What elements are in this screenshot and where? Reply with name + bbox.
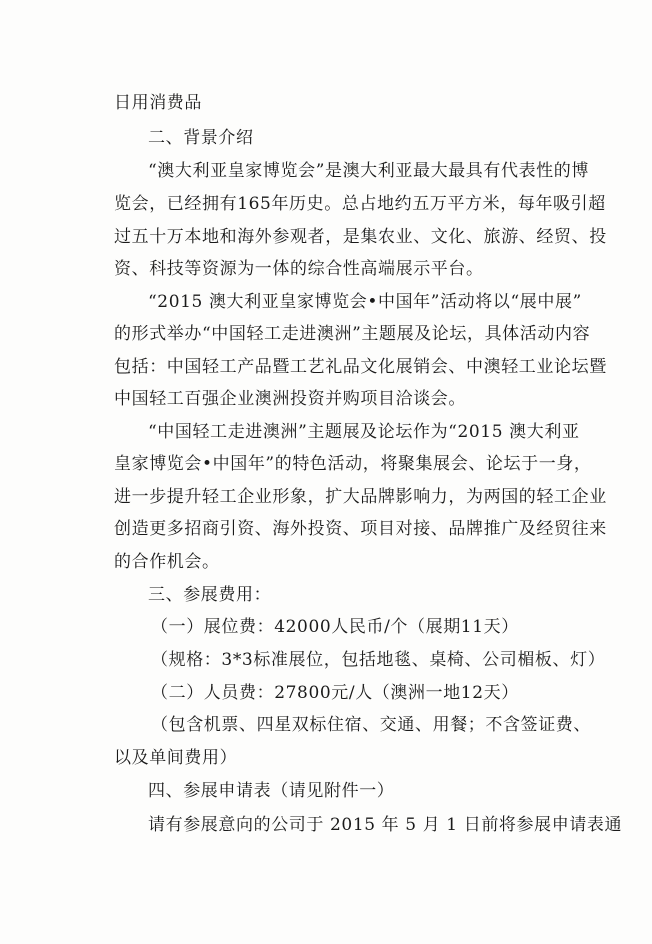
paragraph-line: “中国轻工走进澳洲”主题展及论坛作为“2015 澳大利亚 (148, 422, 580, 442)
paragraph-line: 进一步提升轻工企业形象，扩大品牌影响力，为两国的轻工企业 (114, 487, 607, 507)
paragraph-line: 请有参展意向的公司于 2015 年 5 月 1 日前将参展申请表通 (148, 815, 623, 835)
section-heading-application: 四、参展申请表（请见附件一） (148, 781, 395, 801)
paragraph-line: 的合作机会。 (114, 552, 220, 572)
fee-item-booth-spec: （规格：3*3标准展位，包括地毯、桌椅、公司楣板、灯） (151, 650, 606, 670)
fee-item-personnel-detail: （包含机票、四星双标住宿、交通、用餐；不含签证费、 (151, 715, 591, 735)
fee-item-booth: （一）展位费：42000人民币/个（展期11天） (151, 617, 519, 637)
paragraph-line: 皇家博览会•中国年”的特色活动，将聚集展会、论坛于一身， (114, 454, 592, 474)
paragraph-line: 包括：中国轻工产品暨工艺礼品文化展销会、中澳轻工业论坛暨 (114, 357, 607, 377)
paragraph-line: 中国轻工百强企业澳洲投资并购项目洽谈会。 (114, 389, 466, 409)
paragraph-line: 的形式举办“中国轻工走进澳洲”主题展及论坛，具体活动内容 (114, 324, 591, 344)
paragraph-line: 资、科技等资源为一体的综合性高端展示平台。 (114, 259, 484, 279)
paragraph-line: “2015 澳大利亚皇家博览会•中国年”活动将以“展中展” (148, 292, 582, 312)
paragraph-line: 创造更多招商引资、海外投资、项目对接、品牌推广及经贸往来 (114, 519, 607, 539)
paragraph-line: “澳大利亚皇家博览会”是澳大利亚最大最具有代表性的博 (148, 161, 589, 181)
fee-item-personnel: （二）人员费：27800元/人（澳洲一地12天） (151, 683, 519, 703)
text-line-carryover: 日用消费品 (114, 93, 202, 113)
paragraph-line: 过五十万本地和海外参观者，是集农业、文化、旅游、经贸、投 (114, 227, 607, 247)
paragraph-line: 览会，已经拥有165年历史。总占地约五万平方米，每年吸引超 (114, 194, 606, 214)
fee-item-personnel-detail: 以及单间费用） (114, 748, 238, 768)
section-heading-fees: 三、参展费用： (148, 585, 272, 605)
section-heading-background: 二、背景介绍 (148, 128, 254, 148)
